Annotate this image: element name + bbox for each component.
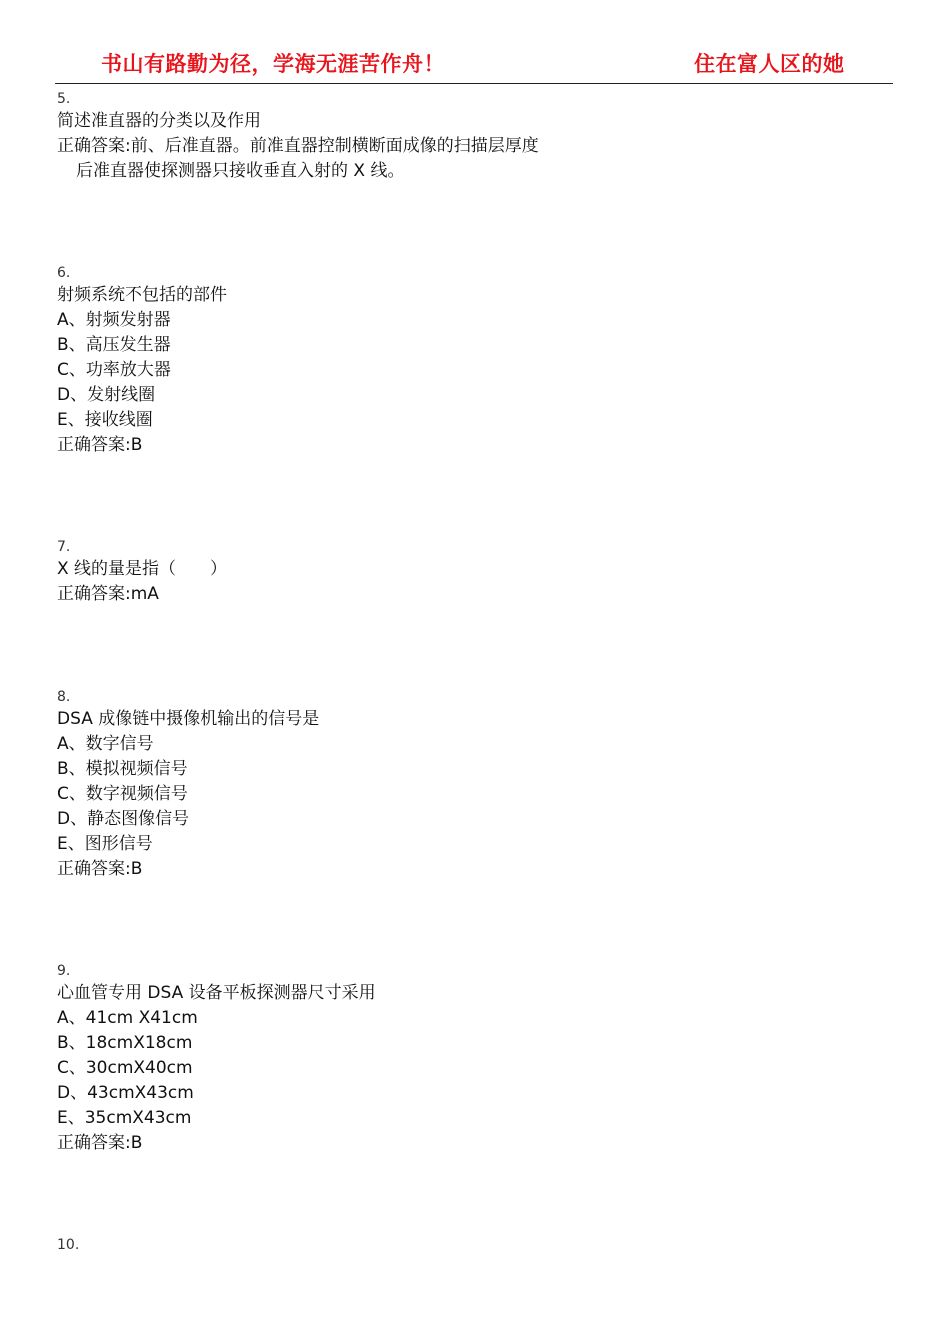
- question-8: [57, 687, 897, 882]
- option-a: A、射频发射器: [57, 310, 171, 330]
- question-10: [57, 1235, 897, 1255]
- question-stem: 心血管专用 DSA 设备平板探测器尺寸采用: [57, 983, 376, 1003]
- header-tagline: 住在富人区的她: [694, 51, 845, 76]
- question-stem: X 线的量是指（ ）: [57, 559, 228, 579]
- option-e: E、接收线圈: [57, 410, 153, 430]
- header-motto: 书山有路勤为径，学海无涯苦作舟！: [101, 51, 445, 76]
- question-number: 7.: [57, 539, 71, 555]
- option-a: A、41cm X41cm: [57, 1008, 198, 1028]
- question-stem: 简述准直器的分类以及作用: [57, 111, 261, 131]
- option-c: C、数字视频信号: [57, 784, 188, 804]
- option-c: C、30cmX40cm: [57, 1058, 193, 1078]
- question-stem: 射频系统不包括的部件: [57, 285, 227, 305]
- option-d: D、43cmX43cm: [57, 1083, 194, 1103]
- option-c: C、功率放大器: [57, 360, 171, 380]
- question-number: 9.: [57, 963, 71, 979]
- answer-text: 正确答案:B: [57, 1133, 143, 1153]
- question-7: [57, 537, 897, 607]
- question-number: 5.: [57, 91, 71, 107]
- answer-text: 正确答案:mA: [57, 584, 159, 604]
- option-d: D、静态图像信号: [57, 809, 190, 829]
- answer-text: 正确答案:B: [57, 435, 143, 455]
- question-6: [57, 263, 897, 458]
- question-9: [57, 961, 897, 1156]
- answer-text: 正确答案:B: [57, 859, 143, 879]
- option-b: B、模拟视频信号: [57, 759, 188, 779]
- answer-text-continued: 后准直器使探测器只接收垂直入射的 X 线。: [76, 161, 405, 181]
- question-5: [57, 89, 897, 184]
- question-number: 10.: [57, 1237, 80, 1253]
- header-divider: [55, 83, 893, 84]
- option-a: A、数字信号: [57, 734, 154, 754]
- option-b: B、18cmX18cm: [57, 1033, 193, 1053]
- page-header: [0, 0, 950, 86]
- option-b: B、高压发生器: [57, 335, 171, 355]
- option-d: D、发射线圈: [57, 385, 156, 405]
- question-number: 8.: [57, 689, 71, 705]
- option-e: E、图形信号: [57, 834, 153, 854]
- option-e: E、35cmX43cm: [57, 1108, 192, 1128]
- question-number: 6.: [57, 265, 71, 281]
- question-stem: DSA 成像链中摄像机输出的信号是: [57, 709, 320, 729]
- answer-text: 正确答案:前、后准直器。前准直器控制横断面成像的扫描层厚度: [57, 136, 539, 156]
